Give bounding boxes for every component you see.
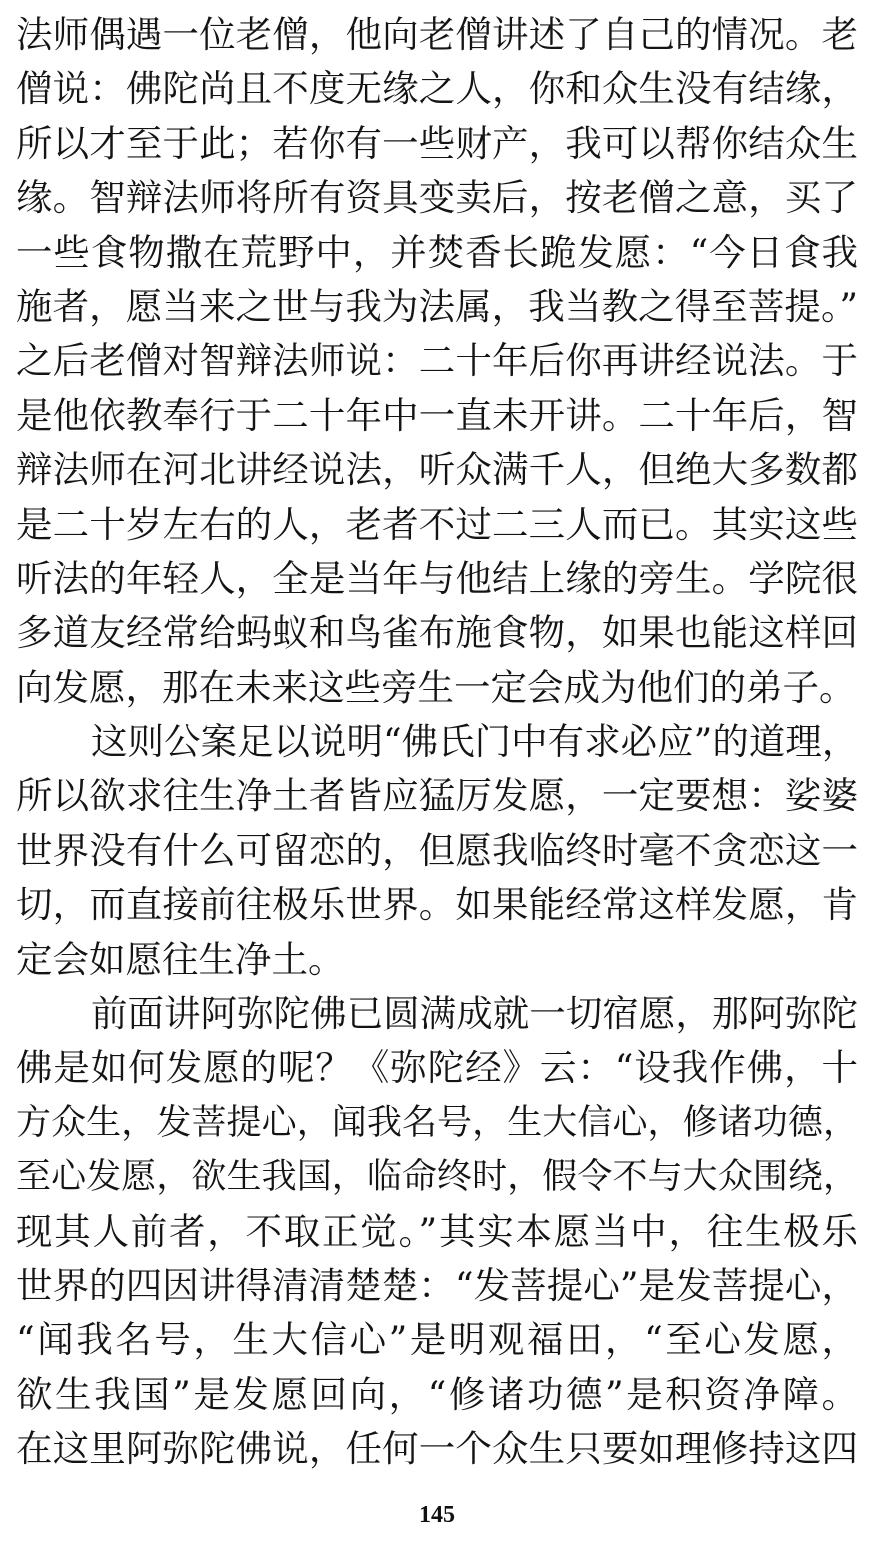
text-line: 欲生我国”是发愿回向，“修诸功德”是积资净障。: [16, 1372, 858, 1416]
page-number: 145: [419, 1502, 455, 1528]
text-line: 世界没有什么可留恋的，但愿我临终时毫不贪恋这一: [16, 828, 858, 872]
paragraph-1: [16, 8, 858, 715]
paragraph-2: [16, 715, 858, 987]
text-line: 佛是如何发愿的呢？《弥陀经》云：“设我作佛，十: [16, 1046, 858, 1090]
text-line: “闻我名号，生大信心”是明观福田，“至心发愿，: [16, 1318, 858, 1362]
text-line: 前面讲阿弥陀佛已圆满成就一切宿愿，那阿弥陀: [91, 992, 858, 1036]
text-line: 切，而直接前往极乐世界。如果能经常这样发愿，肯: [16, 883, 858, 927]
text-line: 方众生，发菩提心，闻我名号，生大信心，修诸功德，: [16, 1102, 858, 1143]
text-line: 之后老僧对智辩法师说：二十年后你再讲经说法。于: [16, 339, 858, 383]
text-line: 至心发愿，欲生我国，临命终时，假令不与大众围绕，: [16, 1157, 858, 1198]
text-line: 是二十岁左右的人，老者不过二三人而已。其实这些: [16, 502, 858, 546]
text-line: 现其人前者，不取正觉。”其实本愿当中，往生极乐: [16, 1209, 858, 1253]
text-line: 向发愿，那在未来这些旁生一定会成为他们的弟子。: [16, 665, 856, 709]
body-text: [16, 8, 858, 1477]
text-line: 僧说：佛陀尚且不度无缘之人，你和众生没有结缘，: [16, 67, 858, 111]
text-line: 听法的年轻人，全是当年与他结上缘的旁生。学院很: [16, 556, 858, 600]
text-line: 定会如愿往生净土。: [16, 937, 345, 981]
text-line: 施者，愿当来之世与我为法属，我当教之得至菩提。”: [16, 284, 858, 328]
text-line: 世界的四因讲得清清楚楚：“发菩提心”是发菩提心，: [16, 1263, 858, 1307]
text-line: 这则公案足以说明“佛氏门中有求必应”的道理，: [91, 720, 859, 764]
text-line: 一些食物撒在荒野中，并焚香长跪发愿：“今日食我: [16, 230, 858, 274]
paragraph-3: [16, 987, 858, 1477]
text-line: 缘。智辩法师将所有资具变卖后，按老僧之意，买了: [16, 176, 858, 220]
text-line: 多道友经常给蚂蚁和鸟雀布施食物，如果也能这样回: [16, 611, 858, 655]
text-line: 在这里阿弥陀佛说，任何一个众生只要如理修持这四: [16, 1427, 858, 1471]
text-line: 所以才至于此；若你有一些财产，我可以帮你结众生: [16, 121, 858, 165]
text-line: 辩法师在河北讲经说法，听众满千人，但绝大多数都: [16, 448, 858, 492]
text-line: 法师偶遇一位老僧，他向老僧讲述了自己的情况。老: [16, 13, 858, 56]
text-line: 所以欲求往生净土者皆应猛厉发愿，一定要想：娑婆: [16, 774, 858, 818]
text-line: 是他依教奉行于二十年中一直未开讲。二十年后，智: [16, 393, 858, 437]
